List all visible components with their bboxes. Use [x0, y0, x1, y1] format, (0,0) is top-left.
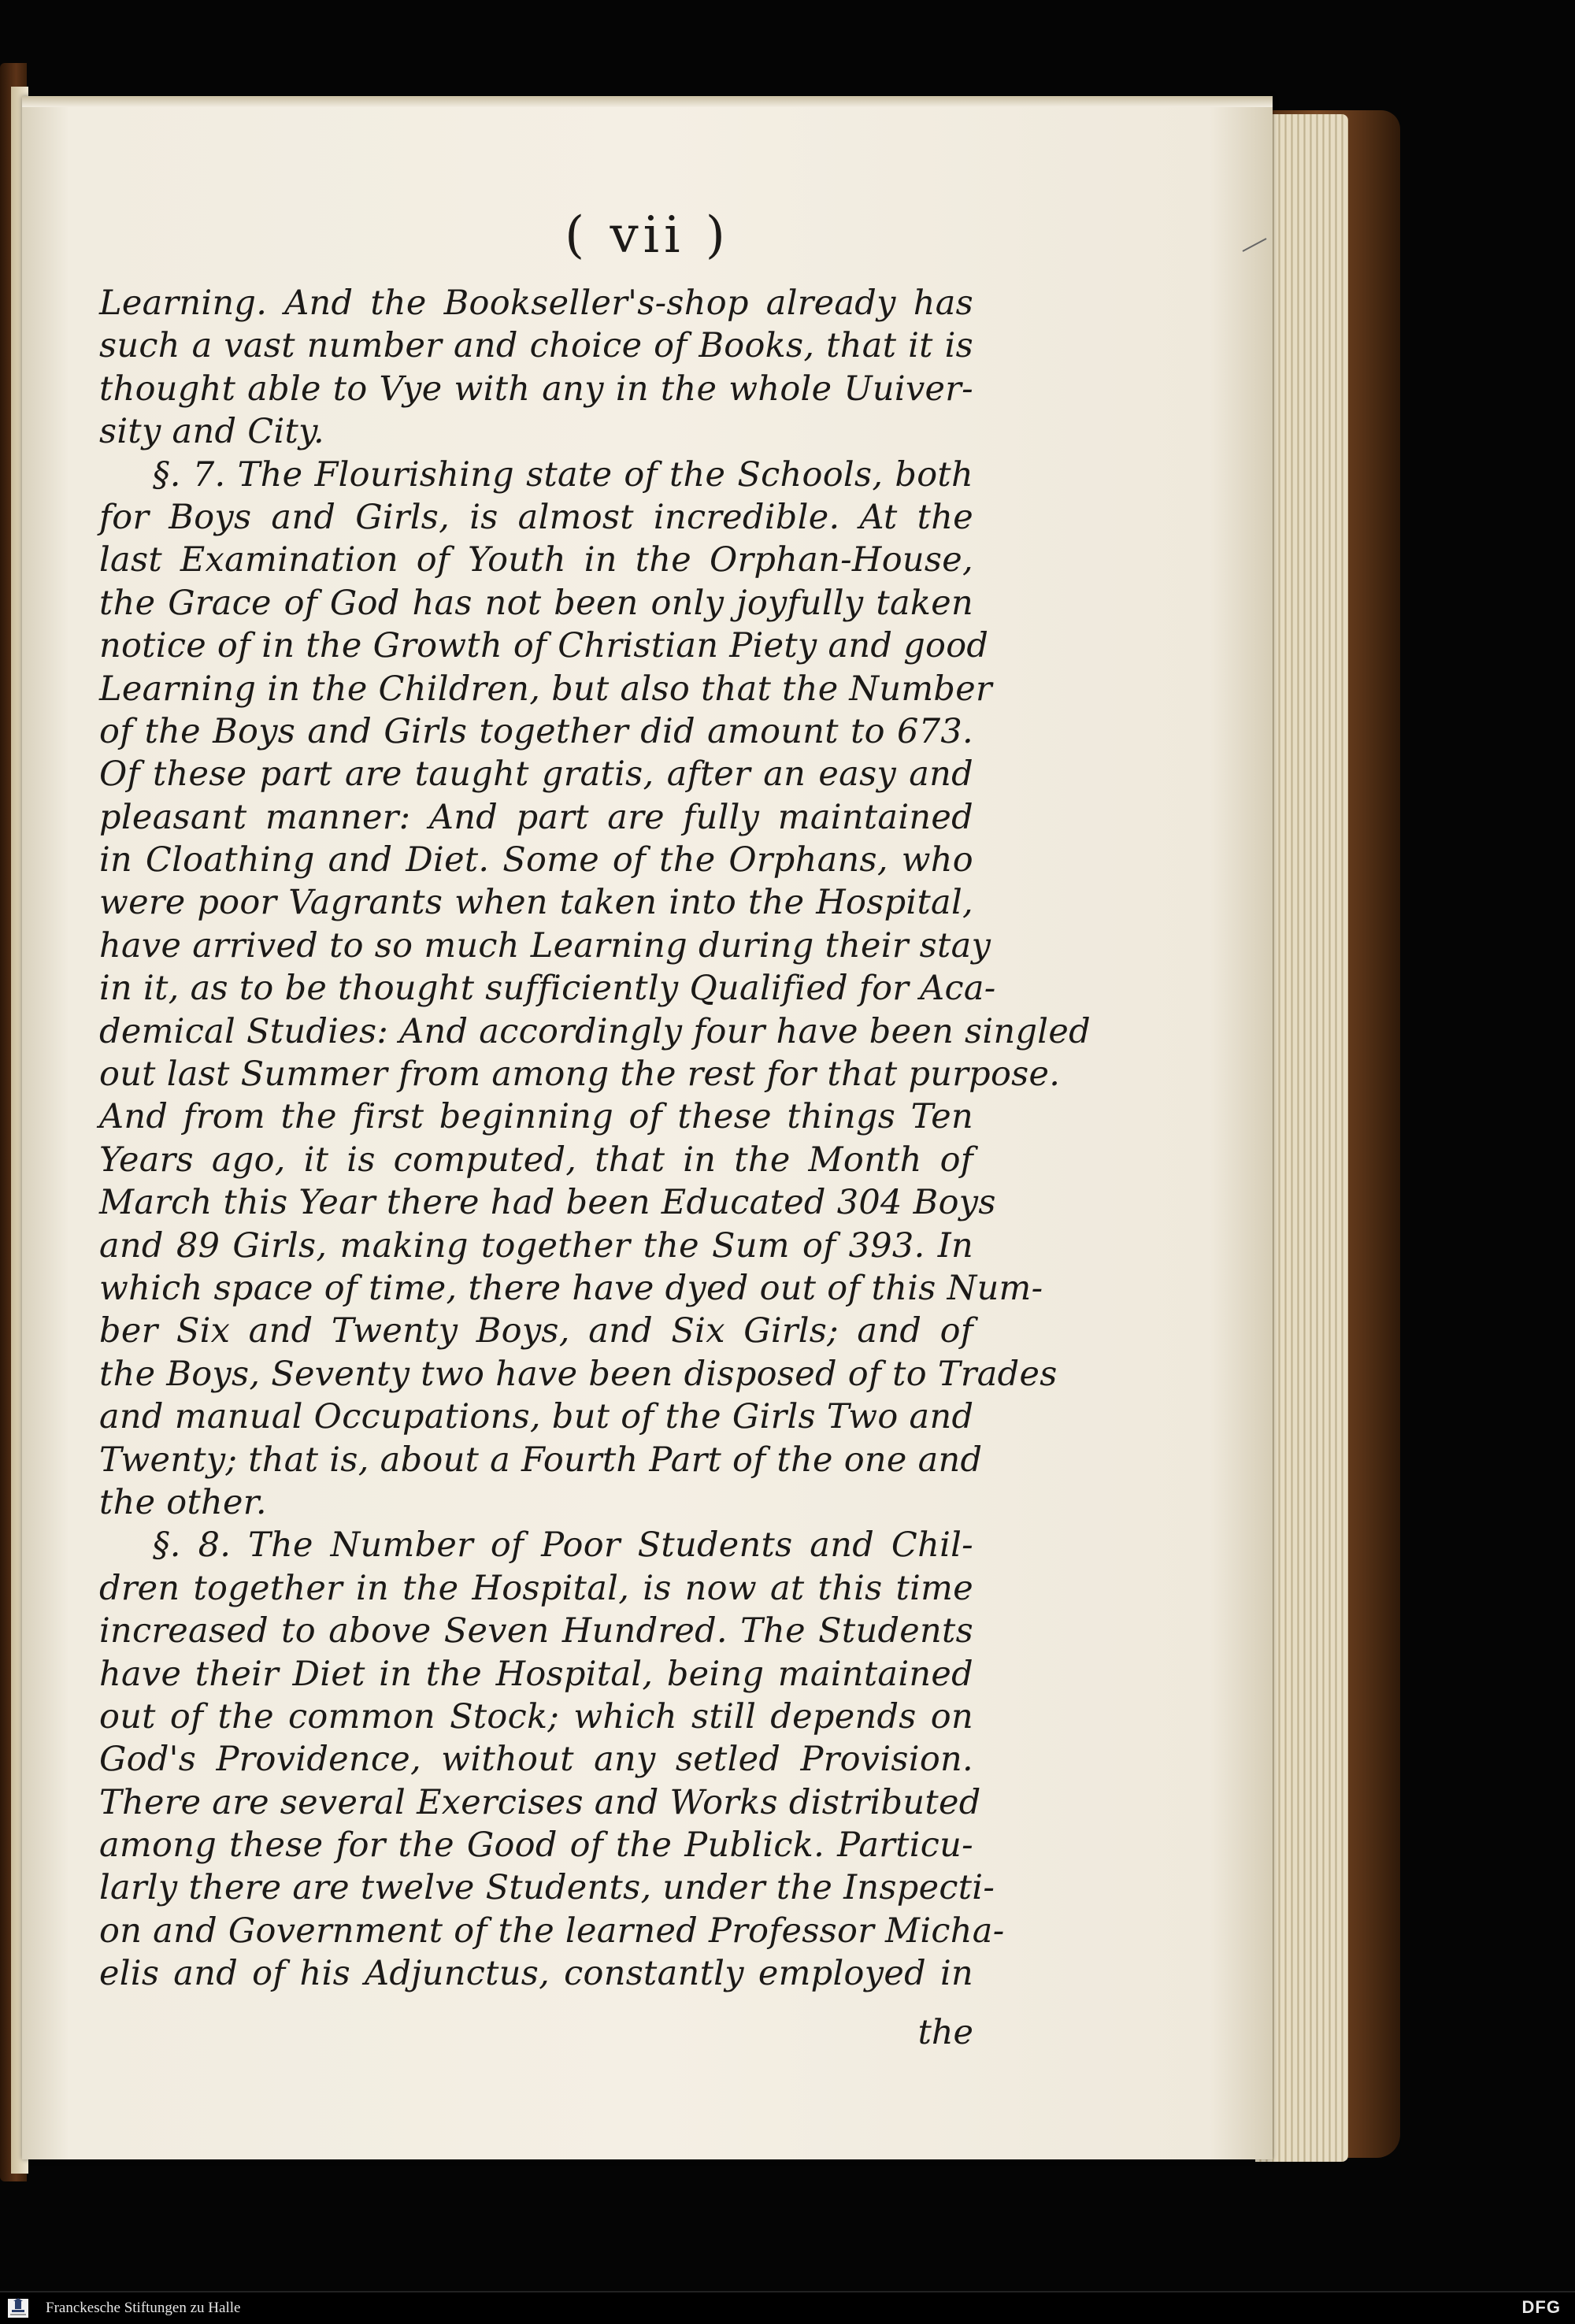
text-line: §. 7. The Flourishing state of the Schools, both [153, 454, 973, 495]
text-line: and manual Occupations, but of the Girls Two and [99, 1397, 974, 1437]
text-line: pleasant manner: And part are fully maintained [99, 797, 973, 837]
text-line: There are several Exercises and Works distributed [99, 1782, 981, 1822]
text-line: Learning in the Children, but also that the Number [99, 669, 992, 709]
catchword: the [917, 2013, 973, 2052]
text-line: out of the common Stock; which still depends on [99, 1696, 973, 1737]
text-line: of the Boys and Girls together did amount to 673. [99, 711, 973, 751]
text-line: Of these part are taught gratis, after an easy and [99, 754, 973, 795]
text-line: among these for the Good of the Publick. Particu- [99, 1825, 973, 1866]
text-line: Learning. And the Bookseller's-shop already has [99, 284, 973, 323]
text-line: March this Year there had been Educated 304 Boys [99, 1183, 996, 1223]
institution-logo-icon [6, 2297, 30, 2319]
page-number: ( vii ) [565, 206, 730, 265]
text-line: demical Studies: And accordingly four have been singled [99, 1011, 1091, 1051]
text-line: And from the first beginning of these things Ten [99, 1097, 973, 1137]
text-line: ber Six and Twenty Boys, and Six Girls; and of [99, 1311, 973, 1351]
footer-bar [0, 2291, 1575, 2324]
text-line: §. 8. The Number of Poor Students and Chil- [153, 1525, 973, 1566]
text-line: which space of time, there have dyed out of this Num- [99, 1268, 1043, 1308]
text-line: and 89 Girls, making together the Sum of 393. In [99, 1225, 973, 1266]
text-line: Years ago, it is computed, that in the Month of [99, 1140, 973, 1180]
text-line: sity and City. [99, 412, 324, 452]
text-line: such a vast number and choice of Books, that it is [99, 326, 973, 366]
text-line: in it, as to be thought sufficiently Qualified for Aca- [99, 969, 996, 1009]
text-line: dren together in the Hospital, is now at this time [99, 1568, 973, 1608]
page-header [22, 206, 1273, 265]
text-line: on and Government of the learned Professor Micha- [99, 1911, 1005, 1951]
text-line: have their Diet in the Hospital, being maintained [99, 1654, 973, 1694]
dfg-logo: DFG [1521, 2297, 1561, 2317]
book-page [22, 96, 1273, 2159]
text-line: the Grace of God has not been only joyfully taken [99, 583, 973, 623]
text-line: Twenty; that is, about a Fourth Part of the one and [99, 1440, 983, 1480]
text-line: for Boys and Girls, is almost incredible. At the [99, 497, 973, 537]
text-line: the Boys, Seventy two have been disposed of to Trades [99, 1354, 1058, 1394]
text-line: elis and of his Adjunctus, constantly employed in [99, 1954, 973, 1994]
text-line: have arrived to so much Learning during their stay [99, 925, 991, 966]
text-line: last Examination of Youth in the Orphan-House, [99, 540, 973, 580]
text-line: were poor Vagrants when taken into the Hospital, [99, 883, 973, 923]
text-line: out last Summer from among the rest for that purpose. [99, 1055, 1061, 1095]
text-line: notice of in the Growth of Christian Piety and good [99, 626, 989, 666]
text-line: thought able to Vye with any in the whole Uuiver- [99, 369, 973, 409]
text-line: God's Providence, without any setled Provision. [99, 1740, 973, 1780]
text-line: larly there are twelve Students, under the Inspecti- [99, 1868, 995, 1908]
body-text [99, 282, 1091, 1996]
institution-name: Franckesche Stiftungen zu Halle [46, 2300, 241, 2316]
text-line: in Cloathing and Diet. Some of the Orphans, who [99, 840, 973, 880]
text-line: increased to above Seven Hundred. The Students [99, 1611, 973, 1651]
text-line: the other. [99, 1482, 267, 1522]
